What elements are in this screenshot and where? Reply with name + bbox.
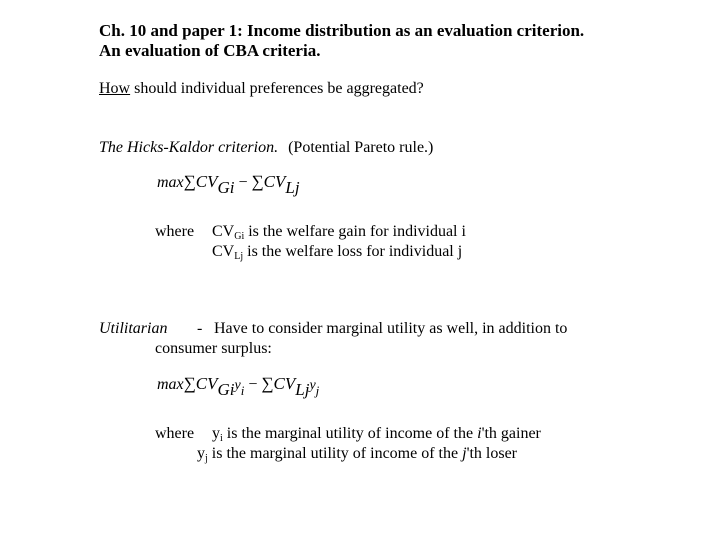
ut-where-label: where xyxy=(155,425,195,442)
hk-def-loss-sym: CV xyxy=(212,243,235,260)
utilitarian-dash: - xyxy=(197,320,203,337)
utilitarian-label: Utilitarian xyxy=(99,320,168,337)
hk-max: max xyxy=(157,174,184,191)
ut-y-loss-sub: j xyxy=(315,383,320,398)
page-title xyxy=(99,21,584,61)
hk-def-gain-sym: CV xyxy=(212,223,235,240)
hk-cv-gain: CV xyxy=(195,172,218,191)
hk-cv-loss: CV xyxy=(263,172,286,191)
hicks-kaldor-formula xyxy=(157,172,300,198)
ut-def-j-sym: y xyxy=(197,445,205,462)
hk-def-loss-text: is the welfare loss for individual j xyxy=(243,243,463,260)
question-emphasis: How xyxy=(99,80,131,97)
ut-cv-loss: CV xyxy=(273,374,296,393)
ut-cv-gain: CV xyxy=(195,374,218,393)
ut-def-j-text-b: 'th loser xyxy=(466,445,517,462)
ut-y-loss: y xyxy=(309,378,316,393)
ut-loss-sub: Lj xyxy=(295,380,310,399)
ut-def-i-sym: y xyxy=(212,425,220,442)
hicks-kaldor-title: The Hicks-Kaldor criterion. xyxy=(99,139,279,156)
hk-sum-1: ∑ xyxy=(183,172,196,191)
ut-max: max xyxy=(157,376,184,393)
title-line-1: Ch. 10 and paper 1: Income distribution as an evaluation criterion. xyxy=(99,21,585,40)
ut-def-j-text-a: is the marginal utility of income of the xyxy=(207,445,463,462)
ut-minus: − xyxy=(248,376,258,393)
utilitarian-text-line-1: Have to consider marginal utility as well, in addition to xyxy=(214,320,568,337)
ut-def-i-sub: i xyxy=(220,433,223,444)
ut-y-gain: y xyxy=(234,378,241,393)
aggregation-question xyxy=(99,79,424,99)
title-line-2: An evaluation of CBA criteria. xyxy=(99,41,321,60)
hk-def-gain-text: is the welfare gain for individual i xyxy=(244,223,466,240)
ut-sum-1: ∑ xyxy=(183,374,196,393)
ut-gain-sub: Gi xyxy=(217,380,235,399)
ut-def-i-text-b: 'th gainer xyxy=(481,425,541,442)
ut-y-gain-sub: i xyxy=(240,383,245,398)
ut-def-loser xyxy=(197,444,517,469)
hk-def-gain-sub: Gi xyxy=(234,231,245,242)
hk-loss-sub: Lj xyxy=(285,178,300,197)
hicks-kaldor-subtitle: (Potential Pareto rule.) xyxy=(288,139,434,156)
ut-def-i-text-a: is the marginal utility of income of the xyxy=(222,425,478,442)
hk-def-loss xyxy=(212,242,462,267)
hk-minus: − xyxy=(238,174,248,191)
ut-def-j-italic: j xyxy=(462,445,467,462)
ut-sum-2: ∑ xyxy=(261,374,274,393)
ut-def-j-sub: j xyxy=(205,453,208,464)
ut-def-i-italic: i xyxy=(477,425,482,442)
hk-where-label: where xyxy=(155,223,195,240)
utilitarian-formula xyxy=(157,374,319,400)
question-text: should individual preferences be aggregated? xyxy=(130,80,424,97)
hk-def-loss-sub: Lj xyxy=(234,251,244,262)
utilitarian-text-line-2: consumer surplus: xyxy=(155,340,272,357)
hk-gain-sub: Gi xyxy=(217,178,235,197)
hk-sum-2: ∑ xyxy=(251,172,264,191)
hicks-kaldor-heading xyxy=(99,138,433,158)
